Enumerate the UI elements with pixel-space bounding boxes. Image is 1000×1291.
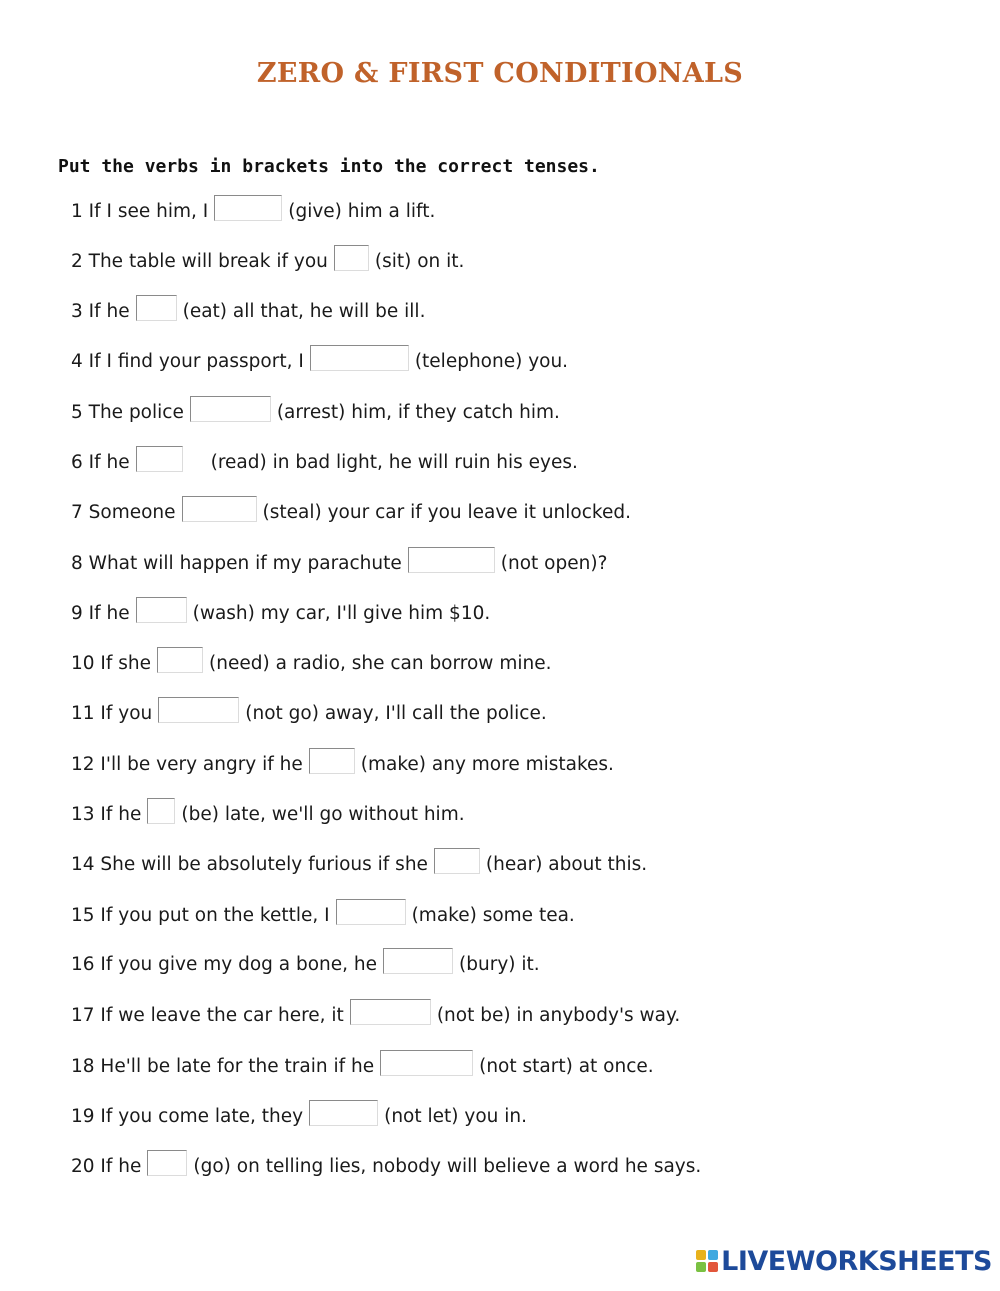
page-title: ZERO & FIRST CONDITIONALS (256, 58, 744, 89)
question-text-after: (sit) on it. (374, 251, 465, 272)
question-text-before: 16 If you give my dog a bone, he (71, 954, 378, 975)
answer-input[interactable] (190, 396, 271, 422)
answer-input[interactable] (147, 1150, 187, 1176)
answer-input[interactable] (310, 345, 409, 371)
answer-input[interactable] (309, 748, 355, 774)
question-row (71, 1100, 527, 1130)
question-text-after: (not start) at once. (479, 1056, 654, 1077)
answer-input[interactable] (158, 697, 239, 723)
question-text-before: 18 He'll be late for the train if he (71, 1056, 375, 1077)
question-text-after: (be) late, we'll go without him. (181, 804, 465, 825)
answer-input[interactable] (147, 798, 175, 824)
answer-input[interactable] (408, 547, 495, 573)
question-text-before: 6 If he (71, 452, 130, 473)
answer-input[interactable] (434, 848, 480, 874)
answer-input[interactable] (214, 195, 282, 221)
question-text-before: 12 I'll be very angry if he (71, 754, 303, 775)
question-text-before: 9 If he (71, 603, 130, 624)
question-text-after: (eat) all that, he will be ill. (182, 301, 426, 322)
question-text-before: 11 If you (71, 703, 153, 724)
answer-input[interactable] (336, 899, 406, 925)
question-text-after: (not let) you in. (384, 1106, 527, 1127)
question-text-before: 13 If he (71, 804, 142, 825)
question-text-after: (read) in bad light, he will ruin his eyes. (210, 452, 578, 473)
question-row (71, 748, 614, 778)
question-text-before: 4 If I find your passport, I (71, 351, 304, 372)
question-text-before: 14 She will be absolutely furious if she (71, 854, 428, 875)
question-text-before: 17 If we leave the car here, it (71, 1005, 344, 1026)
question-text-before: 1 If I see him, I (71, 201, 209, 222)
question-text-after: (not be) in anybody's way. (436, 1005, 681, 1026)
liveworksheets-logo (696, 1247, 992, 1275)
question-text-before: 7 Someone (71, 502, 176, 523)
question-text-before: 5 The police (71, 402, 184, 423)
question-text-after: (steal) your car if you leave it unlocked. (262, 502, 631, 523)
question-text-before: 15 If you put on the kettle, I (71, 905, 330, 926)
question-text-before: 19 If you come late, they (71, 1106, 304, 1127)
question-text-after: (arrest) him, if they catch him. (276, 402, 560, 423)
question-text-after: (give) him a lift. (288, 201, 436, 222)
question-text-after: (wash) my car, I'll give him $10. (192, 603, 491, 624)
question-row (71, 195, 435, 225)
question-text-after: (make) any more mistakes. (360, 754, 614, 775)
question-row (71, 496, 631, 526)
question-text-after: (telephone) you. (414, 351, 569, 372)
question-text-after: (make) some tea. (411, 905, 575, 926)
question-row (71, 446, 578, 476)
question-row (71, 295, 425, 325)
question-text-after: (not open)? (500, 553, 608, 574)
answer-input[interactable] (383, 948, 453, 974)
answer-input[interactable] (136, 295, 177, 321)
question-row (71, 848, 647, 878)
question-row (71, 1050, 654, 1080)
question-row (71, 697, 547, 727)
question-row (71, 345, 568, 375)
question-row (71, 647, 551, 677)
answer-input[interactable] (182, 496, 257, 522)
question-text-before: 3 If he (71, 301, 130, 322)
answer-input[interactable] (350, 999, 431, 1025)
instruction-text: Put the verbs in brackets into the correct tenses. (58, 156, 600, 177)
question-row (71, 547, 607, 577)
question-text-after: (need) a radio, she can borrow mine. (209, 653, 552, 674)
question-text-before: 8 What will happen if my parachute (71, 553, 402, 574)
liveworksheets-logo-icon (696, 1250, 718, 1272)
question-row (71, 245, 464, 275)
answer-input[interactable] (309, 1100, 378, 1126)
answer-input[interactable] (136, 446, 183, 472)
question-text-after: (not go) away, I'll call the police. (245, 703, 547, 724)
logo-text: LIVEWORKSHEETS (721, 1245, 992, 1277)
answer-input[interactable] (157, 647, 203, 673)
question-row (71, 798, 465, 828)
question-row (71, 597, 490, 627)
question-text-before: 20 If he (71, 1156, 142, 1177)
question-text-before: 2 The table will break if you (71, 251, 328, 272)
question-row (71, 899, 575, 929)
question-row (71, 1150, 701, 1180)
question-row (71, 999, 680, 1029)
answer-input[interactable] (136, 597, 187, 623)
answer-input[interactable] (334, 245, 369, 271)
question-text-after: (hear) about this. (485, 854, 648, 875)
question-text-after: (go) on telling lies, nobody will believe a word he says. (193, 1156, 702, 1177)
question-text-before: 10 If she (71, 653, 152, 674)
question-row (71, 948, 540, 978)
question-text-after: (bury) it. (459, 954, 540, 975)
answer-input[interactable] (380, 1050, 473, 1076)
question-row (71, 396, 560, 426)
